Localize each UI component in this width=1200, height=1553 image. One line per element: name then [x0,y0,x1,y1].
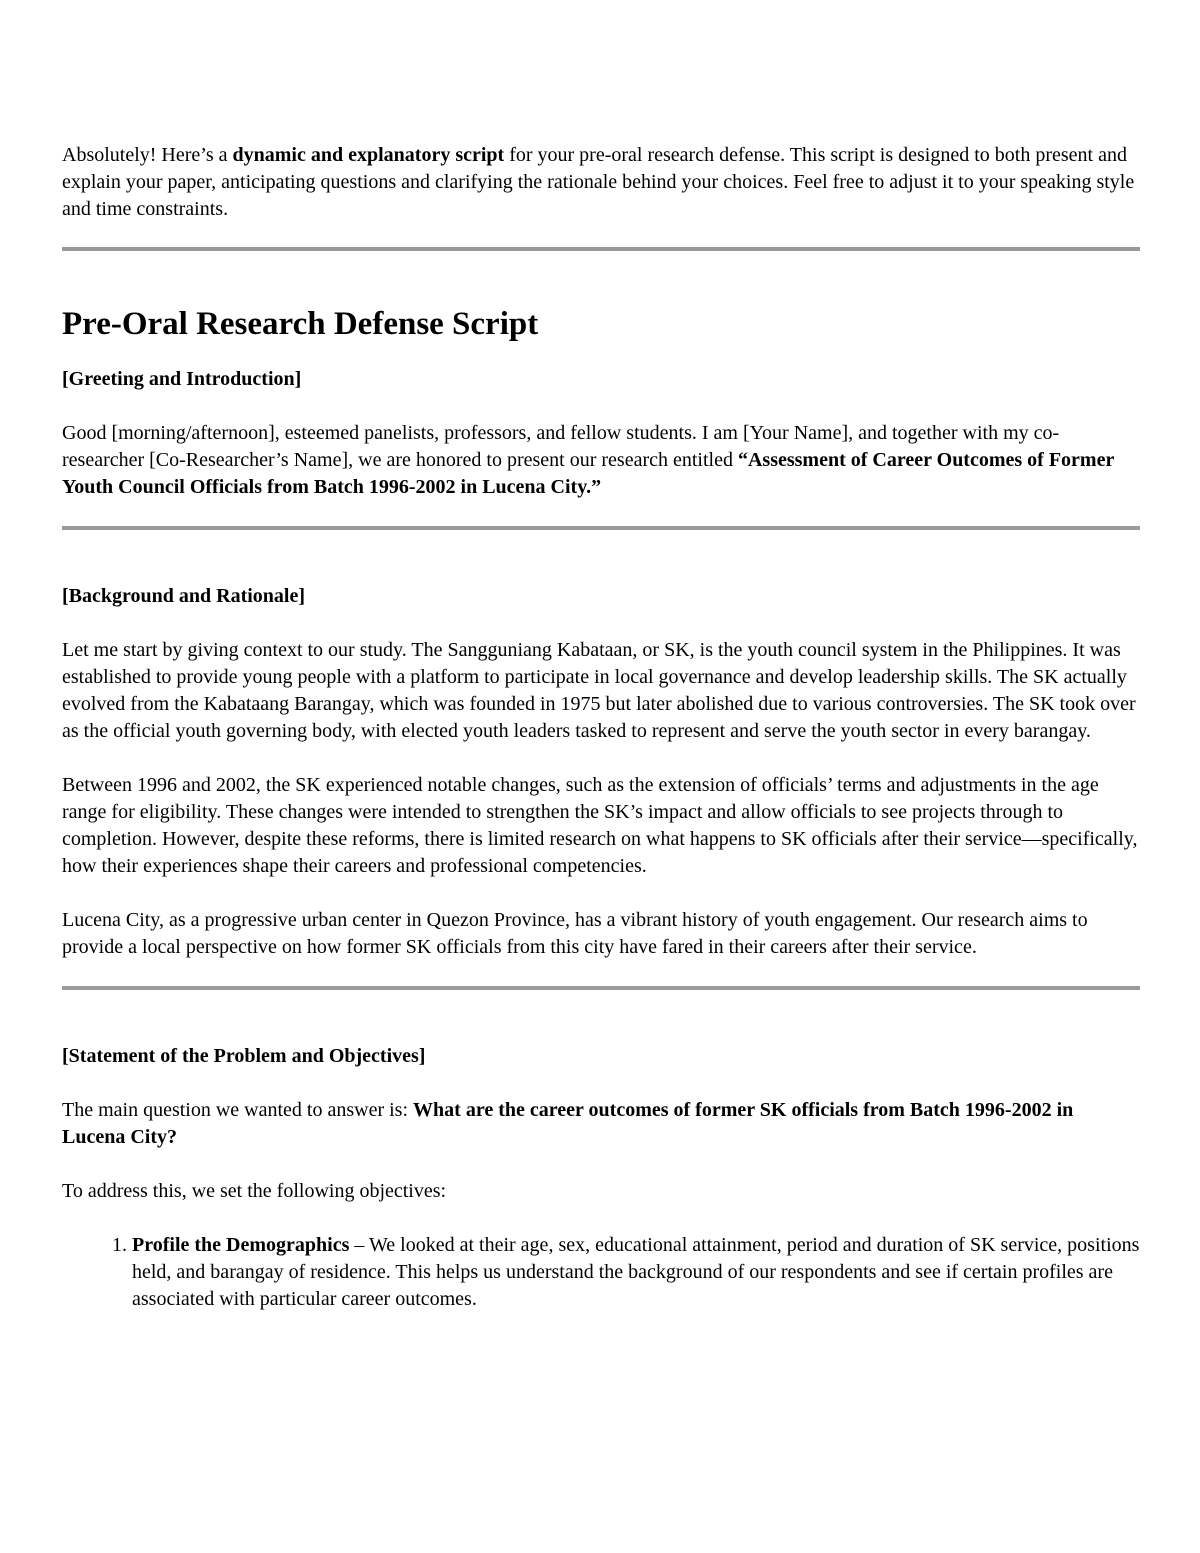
background-paragraph: Between 1996 and 2002, the SK experienced notable changes, such as the extension of officials’ terms and adjustments in the age range for eligibility. These changes were intended to strengthen the SK’s impact and allow officials to see projects through to completion. However, despite these reforms, there is limited research on what happens to SK officials after their service—specifically, how their experiences shape their careers and professional competencies. [62,774,1138,877]
intro-paragraph [62,142,1140,223]
objectives-list [62,1232,1140,1313]
page-title: Pre-Oral Research Defense Script [62,306,539,342]
question-prefix: The main question we wanted to answer is: [62,1099,414,1121]
document-page [62,142,1140,1313]
background-paragraph: Lucena City, as a progressive urban center in Quezon Province, has a vibrant history of youth engagement. Our research aims to provide a local perspective on how former SK officials from this city have fared in their careers after their service. [62,909,1088,958]
research-title: “Assessment of Career Outcomes of Former Youth Council Officials from Batch 1996-2002 in Lucena City.” [62,449,1114,498]
intro-prefix: Absolutely! Here’s a [62,144,233,166]
main-question: What are the career outcomes of former SK officials from Batch 1996-2002 in Lucena City? [62,1099,1074,1148]
background-heading: [Background and Rationale] [62,585,306,607]
horizontal-rule [62,526,1140,530]
greeting-paragraph [62,420,1140,501]
problem-heading: [Statement of the Problem and Objectives] [62,1045,426,1067]
background-paragraph: Let me start by giving context to our study. The Sangguniang Kabataan, or SK, is the youth council system in the Philippines. It was established to provide young people with a platform to participate in local governance and develop leadership skills. The SK actually evolved from the Kabataang Barangay, which was founded in 1975 but later abolished due to various controversies. The SK took over as the official youth governing body, with elected youth leaders tasked to represent and serve the youth sector in every barangay. [62,639,1136,742]
list-item [132,1232,1140,1313]
horizontal-rule [62,986,1140,990]
horizontal-rule [62,247,1140,251]
greeting-heading: [Greeting and Introduction] [62,368,302,390]
intro-suffix: for your pre-oral research defense. This script is designed to both present and explain your paper, anticipating questions and clarifying the rationale behind your choices. Feel free to adjust it to your speaking style and time constraints. [62,144,1135,220]
objective-title: Profile the Demographics [132,1234,350,1256]
objective-text: – We looked at their age, sex, educational attainment, period and duration of SK service, positions held, and barangay of residence. This helps us understand the background of our respondents and see if certain profiles are associated with particular career outcomes. [132,1234,1140,1310]
problem-question [62,1097,1140,1151]
greeting-text: Good [morning/afternoon], esteemed panelists, professors, and fellow students. I am [Your Name], and together with my co-researcher [Co-Researcher’s Name], we are honored to present our research entitled [62,422,1060,471]
objectives-intro: To address this, we set the following objectives: [62,1180,447,1202]
intro-bold: dynamic and explanatory script [232,144,505,166]
